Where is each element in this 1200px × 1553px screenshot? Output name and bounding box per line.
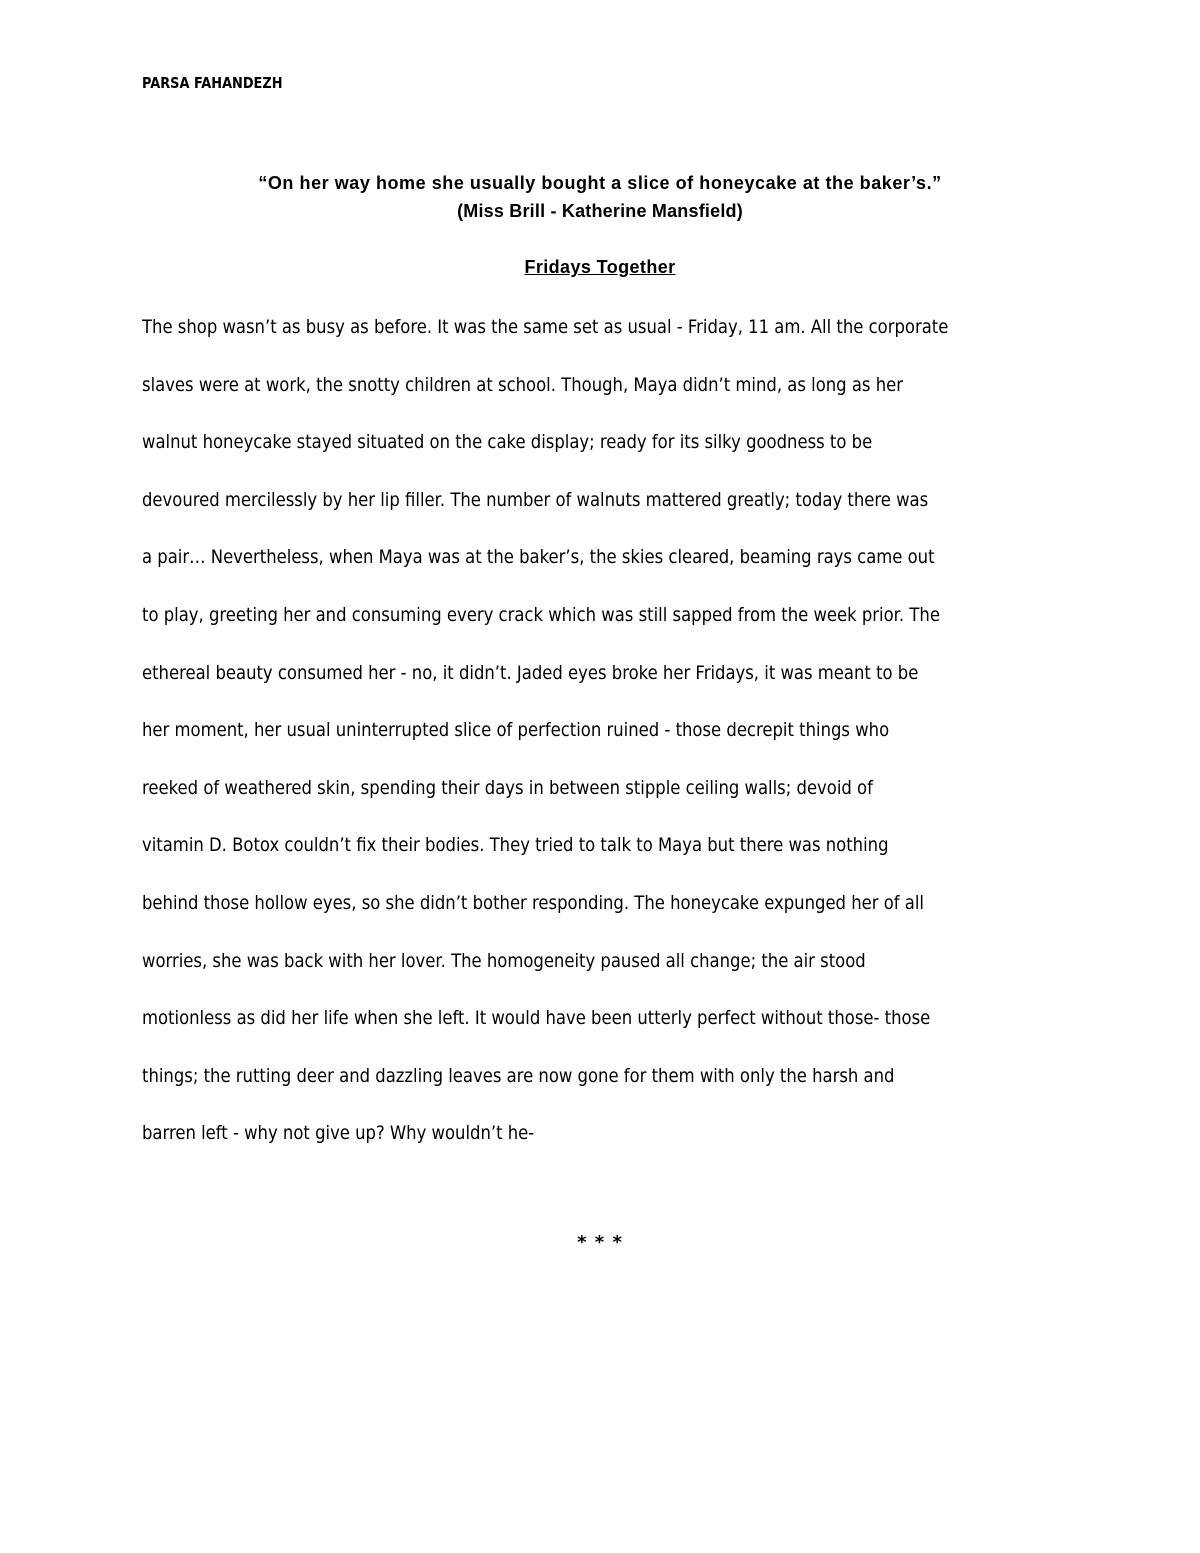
body-line: slaves were at work, the snotty children at school. Though, Maya didn’t mind, as long as her — [142, 373, 903, 396]
body-line: her moment, her usual uninterrupted slice of perfection ruined - those decrepit things who — [142, 719, 890, 742]
section-separator: * * * — [577, 1232, 623, 1253]
body-line: walnut honeycake stayed situated on the cake display; ready for its silky goodness to be — [142, 431, 873, 454]
body-line: reeked of weathered skin, spending their days in between stipple ceiling walls; devoid of — [142, 776, 873, 799]
story-body — [142, 313, 1072, 1177]
body-line: behind those hollow eyes, so she didn’t bother responding. The honeycake expunged her of all — [142, 891, 924, 914]
body-line: to play, greeting her and consuming every crack which was still sapped from the week prior. The — [142, 603, 940, 626]
body-line: devoured mercilessly by her lip filler. The number of walnuts mattered greatly; today there was — [142, 488, 929, 511]
body-line: motionless as did her life when she left. It would have been utterly perfect without those- those — [142, 1007, 931, 1030]
epigraph-source: (Miss Brill - Katherine Mansfield) — [457, 201, 743, 221]
body-line: vitamin D. Botox couldn’t fix their bodies. They tried to talk to Maya but there was nothing — [142, 834, 889, 857]
body-line: barren left - why not give up? Why wouldn’t he- — [142, 1122, 535, 1145]
body-line: The shop wasn’t as busy as before. It was the same set as usual - Friday, 11 am. All the corporate — [142, 316, 949, 338]
body-line: worries, she was back with her lover. The homogeneity paused all change; the air stood — [142, 949, 866, 972]
body-line: a pair… Nevertheless, when Maya was at the baker’s, the skies cleared, beaming rays came out — [142, 546, 935, 569]
story-title: Fridays Together — [524, 257, 676, 277]
author-name: PARSA FAHANDEZH — [142, 74, 283, 92]
body-line: ethereal beauty consumed her - no, it didn’t. Jaded eyes broke her Fridays, it was meant to be — [142, 661, 919, 684]
epigraph-quote: “On her way home she usually bought a slice of honeycake at the baker’s.” — [258, 173, 942, 193]
body-line: things; the rutting deer and dazzling leaves are now gone for them with only the harsh and — [142, 1064, 895, 1087]
